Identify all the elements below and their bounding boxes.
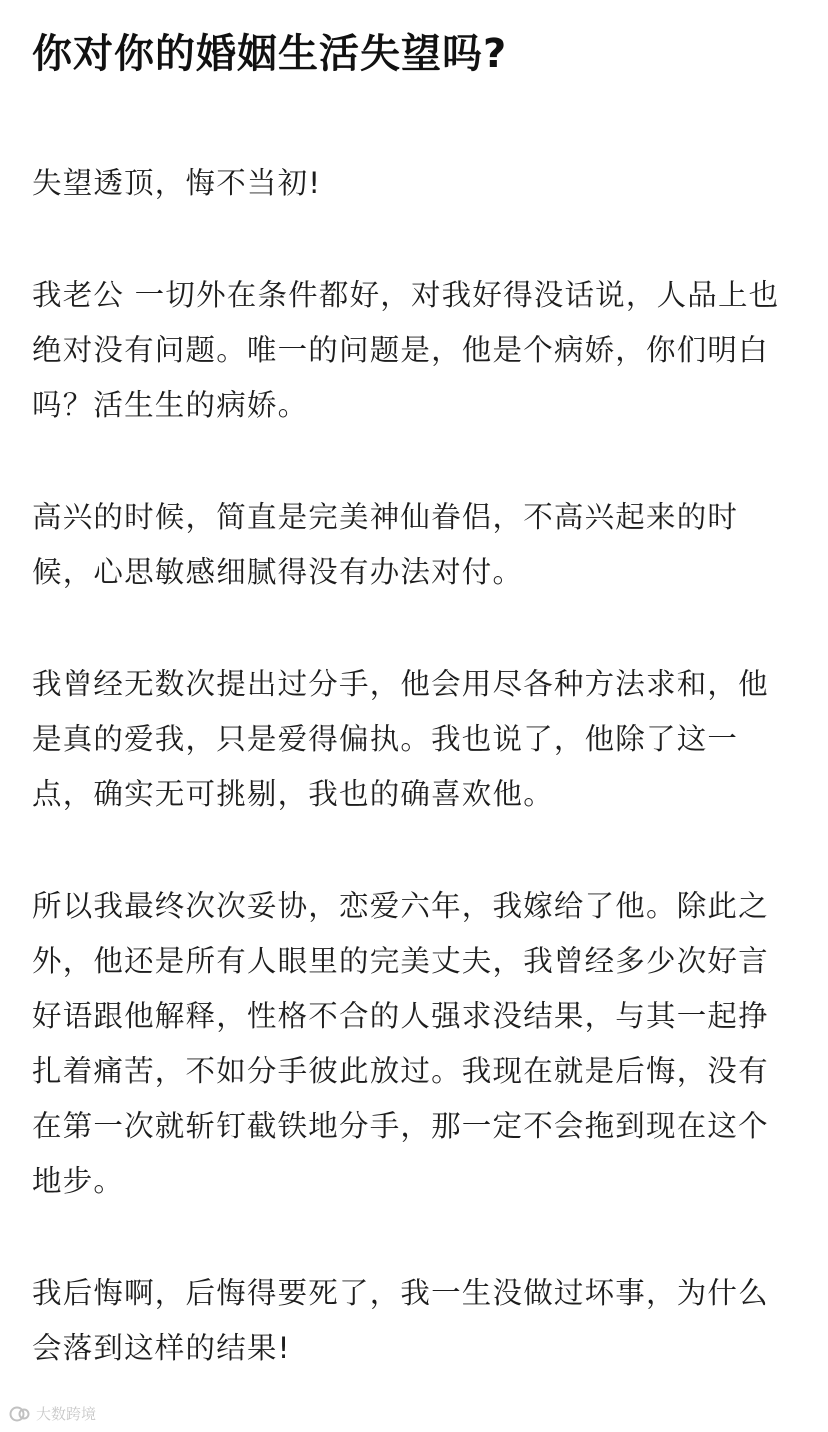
watermark-text: 大数跨境 xyxy=(36,1405,97,1423)
paragraph: 高兴的时候，简直是完美神仙眷侣，不高兴起来的时候，心思敏感细腻得没有办法对付。 xyxy=(32,500,739,589)
paragraph: 我老公 一切外在条件都好，对我好得没话说，人品上也绝对没有问题。唯一的问题是，他是个病娇，你们明白吗？活生生的病娇。 xyxy=(32,278,780,422)
post-title: 你对你的婚姻生活失望吗? xyxy=(32,31,508,77)
paragraph: 所以我最终次次妥协，恋爱六年，我嫁给了他。除此之外，他还是所有人眼里的完美丈夫，我曾经多少次好言好语跟他解释，性格不合的人强求没结果，与其一起挣扎着痛苦，不如分手彼此放过。我现在就是后悔，没有在第一次就斩钉截铁地分手，那一定不会拖到现在这个地步。 xyxy=(32,889,769,1198)
paragraph: 我后悔啊，后悔得要死了，我一生没做过坏事，为什么会落到这样的结果! xyxy=(32,1276,769,1365)
paragraph: 我曾经无数次提出过分手，他会用尽各种方法求和，他是真的爱我，只是爱得偏执。我也说了，他除了这一点，确实无可挑剔，我也的确喜欢他。 xyxy=(32,667,769,811)
watermark xyxy=(8,1404,96,1424)
post-body xyxy=(32,156,798,1376)
paragraph: 失望透顶，悔不当初! xyxy=(32,166,322,200)
logo-icon xyxy=(8,1405,32,1423)
